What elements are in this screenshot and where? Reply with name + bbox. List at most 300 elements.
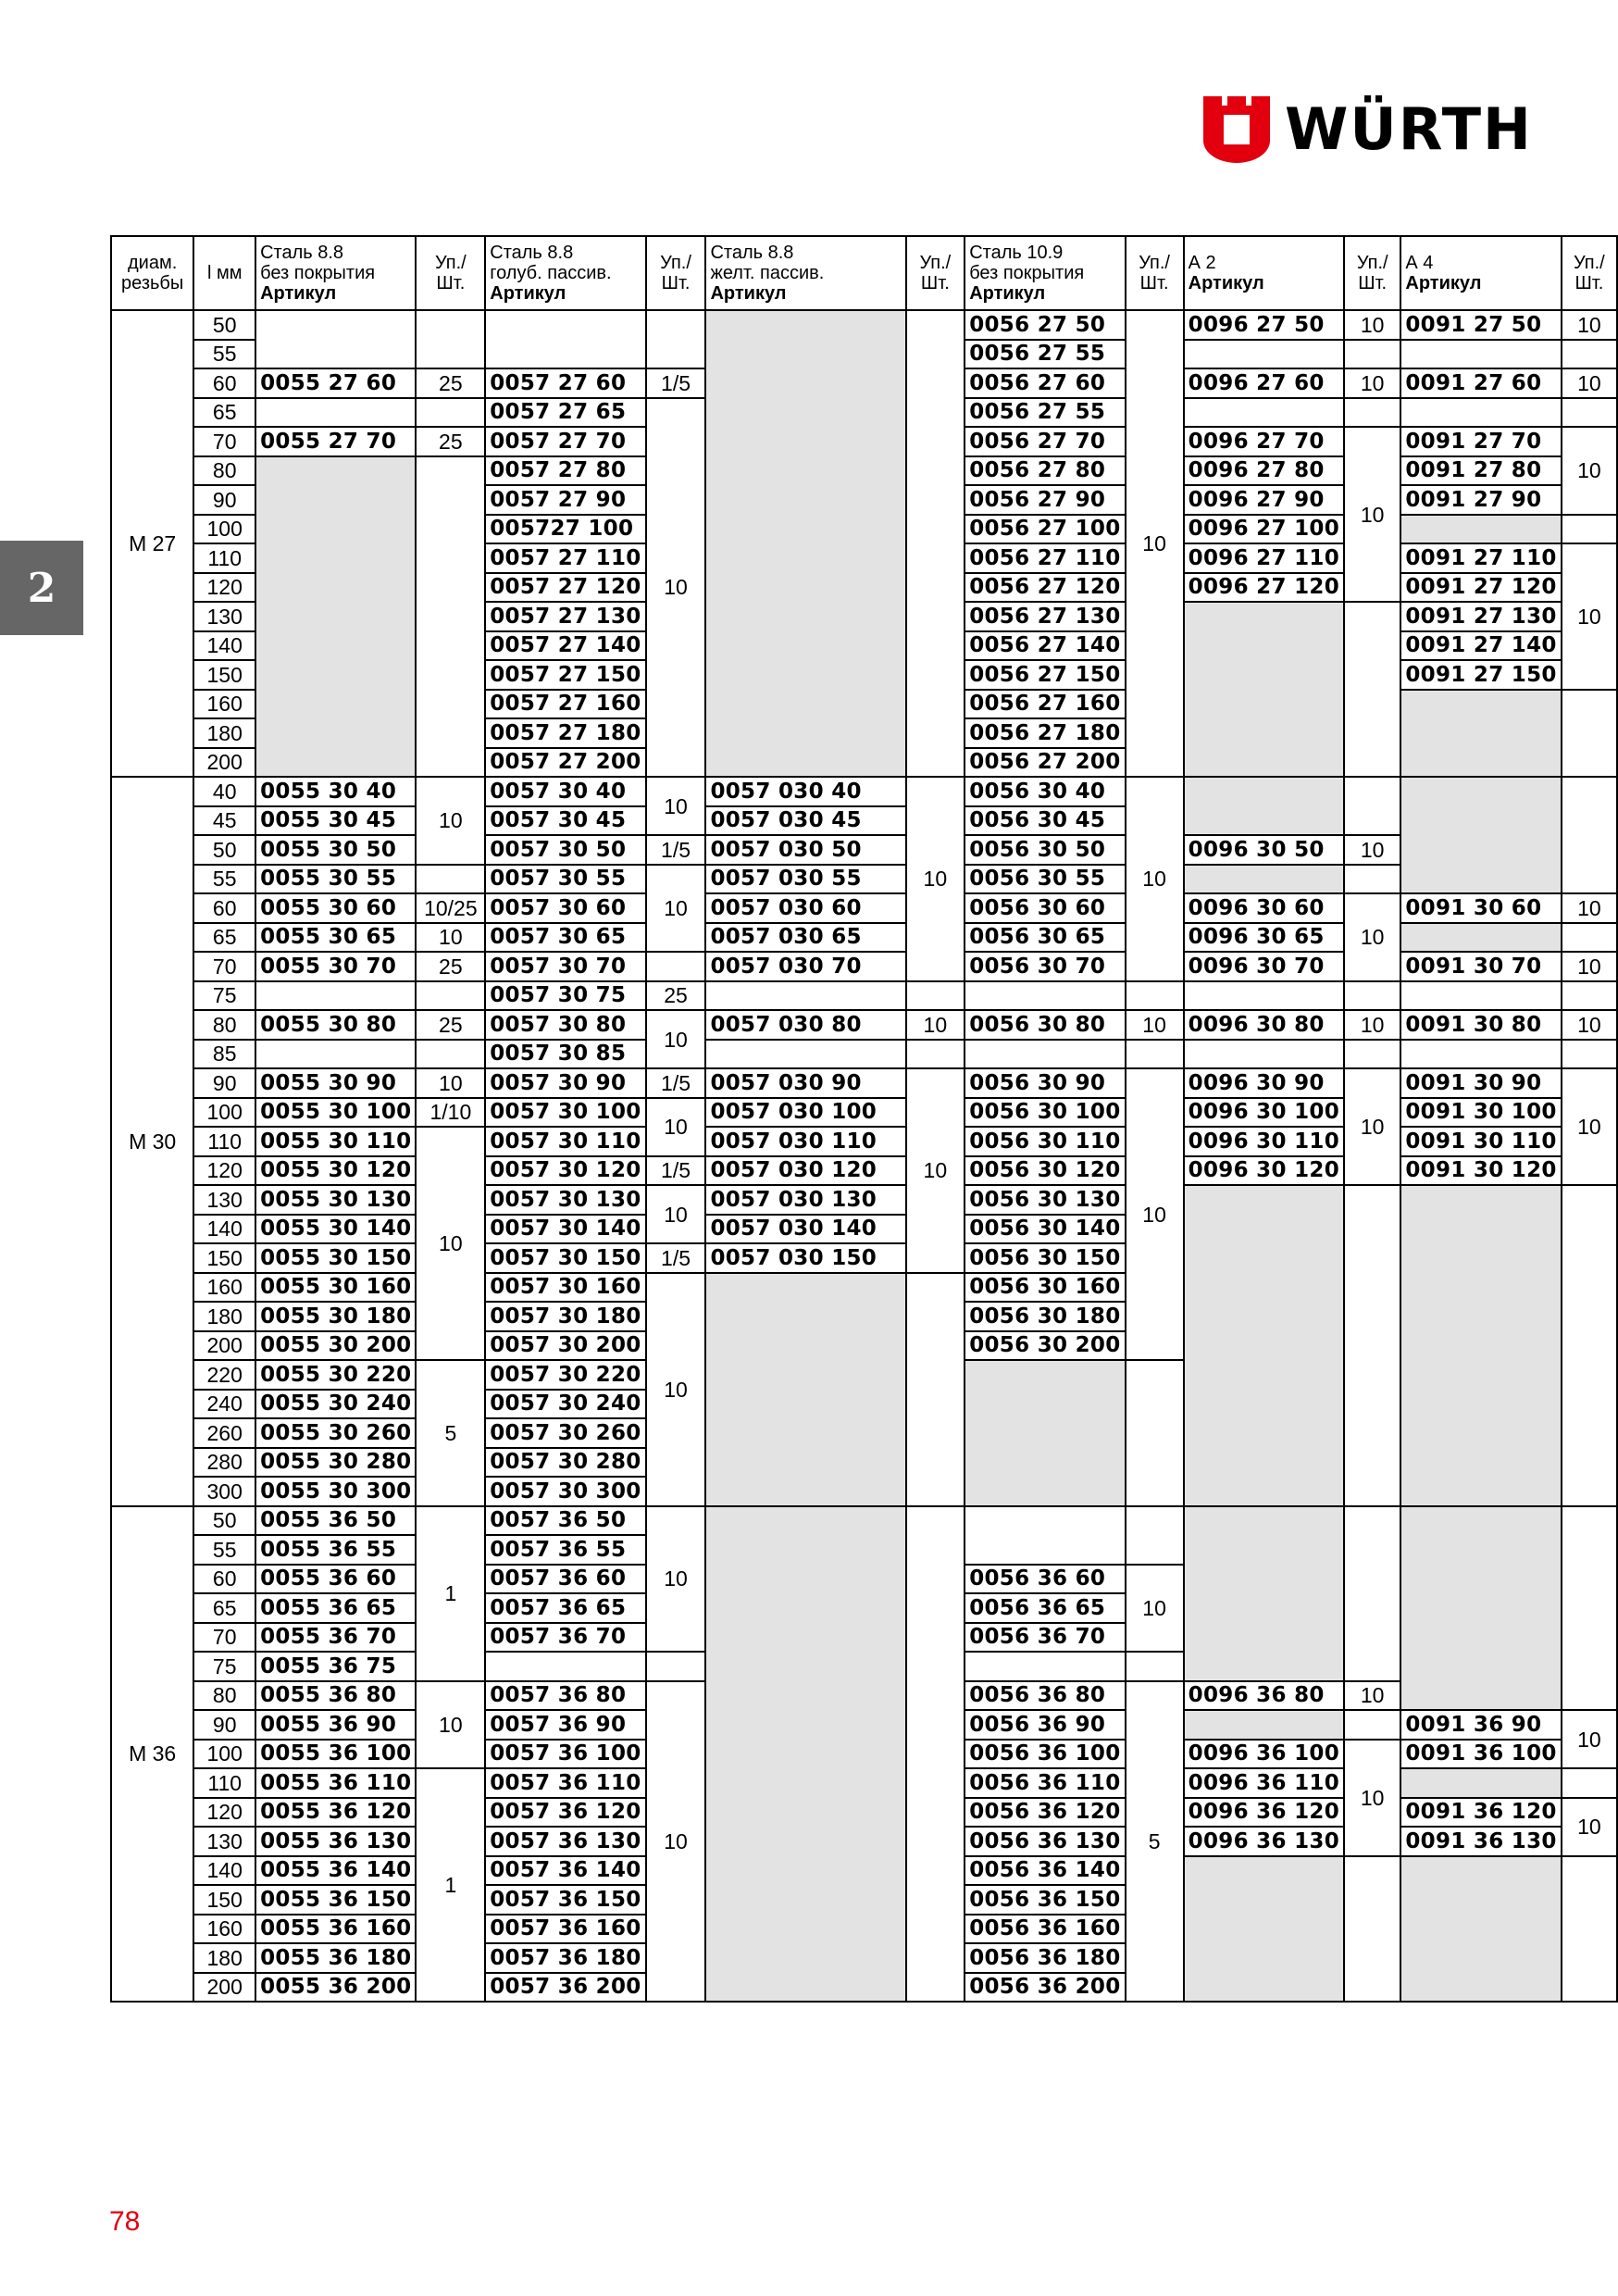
brand-name: WÜRTH — [1285, 95, 1533, 163]
pack-qty-cell: 10 — [906, 1068, 965, 1273]
article-cell: 0056 30 120 — [965, 1156, 1125, 1186]
article-cell: 0056 36 90 — [965, 1710, 1125, 1740]
pack-qty-cell — [1344, 340, 1400, 369]
article-cell: 0057 36 90 — [485, 1710, 645, 1740]
article-cell: 0091 36 90 — [1400, 1710, 1561, 1740]
pack-qty-cell — [1562, 690, 1617, 778]
pack-qty-cell — [1562, 398, 1617, 428]
pack-qty-cell: 10 — [1126, 1068, 1184, 1360]
article-cell: 0056 36 70 — [965, 1623, 1125, 1653]
pack-qty-cell — [646, 310, 706, 368]
length-cell: 70 — [193, 952, 255, 981]
length-cell: 140 — [193, 631, 255, 661]
length-cell: 45 — [193, 806, 255, 836]
article-cell: 0055 30 55 — [255, 865, 416, 894]
pack-qty-cell: 10 — [416, 923, 485, 953]
pack-qty-cell: 10/25 — [416, 893, 485, 923]
article-cell: 0057 30 280 — [485, 1448, 645, 1478]
article-cell: 0055 36 160 — [255, 1915, 416, 1944]
length-cell: 180 — [193, 718, 255, 748]
length-cell: 200 — [193, 748, 255, 778]
pack-qty-cell: 10 — [646, 398, 706, 778]
article-cell: 0057 36 55 — [485, 1535, 645, 1565]
pack-qty-cell: 10 — [1562, 952, 1617, 981]
article-cell: 0055 36 150 — [255, 1885, 416, 1915]
header-line: Артикул — [1405, 273, 1482, 293]
header-cell — [1184, 236, 1344, 310]
article-cell: 0055 30 200 — [255, 1331, 416, 1361]
pack-qty-cell — [1126, 1040, 1184, 1069]
article-cell — [1184, 1856, 1344, 2003]
article-cell: 0096 36 100 — [1184, 1740, 1344, 1769]
article-cell: 0055 30 160 — [255, 1273, 416, 1303]
article-cell: 0057 30 50 — [485, 835, 645, 865]
article-cell: 0056 27 160 — [965, 690, 1125, 719]
pack-qty-cell — [416, 1040, 485, 1069]
article-cell: 0057 36 100 — [485, 1740, 645, 1769]
length-cell: 55 — [193, 340, 255, 369]
length-cell: 110 — [193, 543, 255, 573]
length-cell: 140 — [193, 1856, 255, 1886]
article-cell: 0057 30 180 — [485, 1302, 645, 1331]
article-cell: 0056 30 65 — [965, 923, 1125, 953]
pack-qty-cell: 10 — [1562, 427, 1617, 515]
article-cell: 0055 30 180 — [255, 1302, 416, 1331]
pack-qty-cell — [1126, 1360, 1184, 1506]
article-cell: 0057 030 130 — [705, 1185, 905, 1215]
article-cell: 0091 30 60 — [1400, 893, 1561, 923]
table-header — [111, 236, 1617, 310]
article-cell — [1400, 1506, 1561, 1711]
article-cell: 0057 27 150 — [485, 660, 645, 690]
article-cell: 0056 27 130 — [965, 602, 1125, 631]
article-cell: 0091 27 60 — [1400, 368, 1561, 398]
article-cell: 0057 030 60 — [705, 893, 905, 923]
page-number: 78 — [109, 2206, 141, 2237]
article-cell — [705, 1273, 905, 1506]
article-cell: 0057 36 150 — [485, 1885, 645, 1915]
article-cell: 0057 030 80 — [705, 1010, 905, 1040]
article-cell: 0056 30 130 — [965, 1185, 1125, 1215]
pack-qty-cell — [1126, 1506, 1184, 1565]
pack-qty-cell — [1562, 1856, 1617, 2003]
article-cell — [965, 981, 1125, 1011]
article-cell: 0056 36 65 — [965, 1593, 1125, 1623]
article-cell: 0057 30 90 — [485, 1068, 645, 1098]
article-cell: 0055 36 120 — [255, 1798, 416, 1828]
header-line: Артикул — [969, 283, 1046, 304]
article-cell: 0096 30 70 — [1184, 952, 1344, 981]
header-line: желт. пассив. — [710, 263, 825, 283]
pack-qty-cell — [1344, 602, 1400, 777]
length-cell: 80 — [193, 1681, 255, 1711]
header-line: Артикул — [260, 283, 337, 304]
pack-qty-cell — [1562, 777, 1617, 893]
thread-diameter: M 30 — [111, 777, 193, 1506]
length-cell: 110 — [193, 1127, 255, 1156]
pack-qty-cell — [1344, 1506, 1400, 1681]
pack-qty-cell — [1562, 1040, 1617, 1069]
article-cell: 0056 36 60 — [965, 1565, 1125, 1594]
length-cell: 160 — [193, 690, 255, 719]
article-cell: 0056 36 80 — [965, 1681, 1125, 1711]
length-cell: 280 — [193, 1448, 255, 1478]
length-cell: 140 — [193, 1215, 255, 1244]
article-cell — [1184, 865, 1344, 894]
article-cell: 0055 36 50 — [255, 1506, 416, 1536]
article-cell — [1400, 515, 1561, 544]
pack-qty-cell: 10 — [1562, 368, 1617, 398]
article-cell — [1400, 398, 1561, 428]
article-cell: 0057 030 55 — [705, 865, 905, 894]
article-cell: 0057 030 65 — [705, 923, 905, 953]
pack-qty-cell: 10 — [646, 1273, 706, 1506]
article-cell: 0096 30 60 — [1184, 893, 1344, 923]
article-cell: 0096 27 90 — [1184, 485, 1344, 515]
length-cell: 100 — [193, 515, 255, 544]
article-cell: 0056 30 45 — [965, 806, 1125, 836]
article-cell: 0096 27 70 — [1184, 427, 1344, 456]
header-cell: диам. резьбы — [111, 236, 193, 310]
thread-diameter: M 27 — [111, 310, 193, 777]
article-cell: 0056 30 70 — [965, 952, 1125, 981]
header-line: Артикул — [1188, 273, 1264, 293]
article-cell: 0056 36 150 — [965, 1885, 1125, 1915]
article-cell: 0056 30 110 — [965, 1127, 1125, 1156]
article-cell: 0055 36 70 — [255, 1623, 416, 1653]
article-cell: 0056 27 55 — [965, 398, 1125, 428]
article-cell: 0055 36 90 — [255, 1710, 416, 1740]
pack-qty-cell: 25 — [416, 368, 485, 398]
table-row — [111, 1040, 1617, 1069]
pack-qty-cell: 10 — [1344, 427, 1400, 602]
header-line: без покрытия — [260, 263, 376, 283]
pack-qty-cell: 10 — [1126, 1565, 1184, 1653]
length-cell: 120 — [193, 573, 255, 603]
pack-qty-cell: 10 — [1562, 1710, 1617, 1768]
article-cell — [255, 398, 416, 428]
header-line: Артикул — [710, 283, 787, 304]
article-cell: 0055 36 100 — [255, 1740, 416, 1769]
article-cell: 0055 30 60 — [255, 893, 416, 923]
article-cell: 0056 30 160 — [965, 1273, 1125, 1303]
header-line: Сталь 10.9 — [969, 243, 1064, 263]
pack-qty-cell: 10 — [1126, 1010, 1184, 1040]
article-cell: 0096 27 60 — [1184, 368, 1344, 398]
length-cell: 130 — [193, 602, 255, 631]
article-cell: 0056 30 90 — [965, 1068, 1125, 1098]
article-cell — [1400, 1185, 1561, 1506]
pack-qty-cell — [416, 865, 485, 894]
article-cell: 0055 30 120 — [255, 1156, 416, 1186]
header-cell — [255, 236, 416, 310]
article-cell: 0057 27 80 — [485, 456, 645, 486]
article-cell: 0057 36 65 — [485, 1593, 645, 1623]
article-cell: 0055 30 220 — [255, 1360, 416, 1390]
length-cell: 80 — [193, 1010, 255, 1040]
pack-qty-cell — [1562, 1506, 1617, 1711]
article-cell — [255, 310, 416, 368]
length-cell: 120 — [193, 1798, 255, 1828]
article-cell: 0055 30 40 — [255, 777, 416, 806]
article-cell: 0056 30 40 — [965, 777, 1125, 806]
pack-qty-cell: 10 — [1562, 543, 1617, 690]
article-cell: 005727 100 — [485, 515, 645, 544]
length-cell: 160 — [193, 1273, 255, 1303]
article-cell — [1184, 981, 1344, 1011]
header-line: Сталь 8.8 — [710, 243, 794, 263]
article-cell: 0096 30 120 — [1184, 1156, 1344, 1186]
article-cell: 0057 36 60 — [485, 1565, 645, 1594]
pack-qty-cell — [1562, 1185, 1617, 1506]
pack-qty-cell: 25 — [416, 427, 485, 456]
length-cell: 200 — [193, 1331, 255, 1361]
article-cell — [965, 1040, 1125, 1069]
pack-qty-cell: 1/5 — [646, 835, 706, 865]
article-cell: 0055 30 150 — [255, 1243, 416, 1273]
article-cell: 0056 30 60 — [965, 893, 1125, 923]
header-cell: Уп./ Шт. — [1562, 236, 1617, 310]
article-cell: 0055 30 240 — [255, 1390, 416, 1419]
article-cell — [1400, 340, 1561, 369]
length-cell: 70 — [193, 1623, 255, 1653]
article-cell — [255, 981, 416, 1011]
article-cell: 0055 30 260 — [255, 1418, 416, 1448]
article-cell: 0055 36 140 — [255, 1856, 416, 1886]
article-cell: 0057 030 40 — [705, 777, 905, 806]
pack-qty-cell — [1344, 1040, 1400, 1069]
article-cell: 0056 30 140 — [965, 1215, 1125, 1244]
pack-qty-cell: 10 — [646, 1681, 706, 2003]
article-cell — [965, 1360, 1125, 1506]
pack-qty-cell: 10 — [1344, 835, 1400, 865]
article-cell: 0057 30 220 — [485, 1360, 645, 1390]
article-cell — [1400, 1856, 1561, 2003]
article-cell: 0057 36 110 — [485, 1768, 645, 1798]
pack-qty-cell: 10 — [1126, 310, 1184, 777]
article-cell: 0057 30 80 — [485, 1010, 645, 1040]
article-cell: 0056 30 80 — [965, 1010, 1125, 1040]
article-cell: 0057 27 140 — [485, 631, 645, 661]
pack-qty-cell — [906, 1040, 965, 1069]
length-cell: 60 — [193, 893, 255, 923]
article-cell: 0056 30 50 — [965, 835, 1125, 865]
article-cell: 0057 030 45 — [705, 806, 905, 836]
article-cell: 0056 27 70 — [965, 427, 1125, 456]
pack-qty-cell: 10 — [646, 777, 706, 835]
article-cell — [705, 1040, 905, 1069]
article-cell — [1400, 1768, 1561, 1798]
pack-qty-cell: 1 — [416, 1768, 485, 2002]
pack-qty-cell — [1562, 515, 1617, 544]
header-cell: Уп./ Шт. — [906, 236, 965, 310]
article-cell: 0057 36 130 — [485, 1827, 645, 1856]
article-cell: 0056 30 100 — [965, 1098, 1125, 1128]
article-cell — [1184, 602, 1344, 777]
article-cell: 0056 27 150 — [965, 660, 1125, 690]
length-cell: 65 — [193, 1593, 255, 1623]
article-cell: 0091 30 70 — [1400, 952, 1561, 981]
article-cell: 0096 36 80 — [1184, 1681, 1344, 1711]
article-cell: 0057 36 80 — [485, 1681, 645, 1711]
pack-qty-cell — [1344, 1185, 1400, 1506]
article-cell: 0096 30 90 — [1184, 1068, 1344, 1098]
length-cell: 180 — [193, 1302, 255, 1331]
article-cell: 0055 30 50 — [255, 835, 416, 865]
article-cell — [965, 1652, 1125, 1681]
article-cell: 0057 30 60 — [485, 893, 645, 923]
article-cell: 0057 30 65 — [485, 923, 645, 953]
article-cell: 0057 27 130 — [485, 602, 645, 631]
article-cell: 0055 36 75 — [255, 1652, 416, 1681]
header-cell — [705, 236, 905, 310]
article-cell: 0091 27 140 — [1400, 631, 1561, 661]
article-cell: 0096 36 110 — [1184, 1768, 1344, 1798]
length-cell: 90 — [193, 485, 255, 515]
length-cell: 260 — [193, 1418, 255, 1448]
article-cell: 0055 30 70 — [255, 952, 416, 981]
pack-qty-cell: 10 — [1344, 368, 1400, 398]
article-cell: 0056 36 160 — [965, 1915, 1125, 1944]
pack-qty-cell: 10 — [416, 1127, 485, 1360]
pack-qty-cell: 25 — [646, 981, 706, 1011]
article-cell: 0096 27 100 — [1184, 515, 1344, 544]
article-cell: 0055 30 65 — [255, 923, 416, 953]
article-cell: 0056 27 120 — [965, 573, 1125, 603]
header-cell — [965, 236, 1125, 310]
length-cell: 150 — [193, 1243, 255, 1273]
article-cell: 0055 36 80 — [255, 1681, 416, 1711]
article-cell: 0055 30 45 — [255, 806, 416, 836]
pack-qty-cell — [416, 310, 485, 368]
article-cell: 0056 36 130 — [965, 1827, 1125, 1856]
article-cell: 0055 30 300 — [255, 1477, 416, 1506]
table-row — [111, 1506, 1617, 1536]
pack-qty-cell: 5 — [416, 1360, 485, 1506]
pack-qty-cell: 25 — [416, 952, 485, 981]
article-cell — [1400, 1040, 1561, 1069]
length-cell: 50 — [193, 1506, 255, 1536]
pack-qty-cell: 10 — [646, 1098, 706, 1156]
article-cell: 0057 27 110 — [485, 543, 645, 573]
length-cell: 240 — [193, 1390, 255, 1419]
header-cell — [1400, 236, 1561, 310]
article-cell — [255, 1040, 416, 1069]
table-row — [111, 310, 1617, 340]
article-cell: 0057 27 200 — [485, 748, 645, 778]
length-cell: 60 — [193, 368, 255, 398]
pack-qty-cell: 10 — [1344, 1681, 1400, 1711]
article-cell: 0057 27 70 — [485, 427, 645, 456]
article-cell — [255, 456, 416, 778]
article-cell: 0057 36 50 — [485, 1506, 645, 1536]
article-cell: 0096 30 100 — [1184, 1098, 1344, 1128]
article-cell: 0056 27 100 — [965, 515, 1125, 544]
pack-qty-cell: 10 — [1344, 1010, 1400, 1040]
article-cell: 0057 30 55 — [485, 865, 645, 894]
article-cell: 0057 27 90 — [485, 485, 645, 515]
article-cell: 0056 30 180 — [965, 1302, 1125, 1331]
length-cell: 120 — [193, 1156, 255, 1186]
header-cell: Уп./ Шт. — [646, 236, 706, 310]
article-cell: 0057 30 260 — [485, 1418, 645, 1448]
header-line: голуб. пассив. — [490, 263, 612, 283]
pack-qty-cell: 1/5 — [646, 1243, 706, 1273]
pack-qty-cell — [1126, 981, 1184, 1011]
article-cell: 0057 30 150 — [485, 1243, 645, 1273]
article-cell: 0091 27 150 — [1400, 660, 1561, 690]
article-cell: 0057 030 70 — [705, 952, 905, 981]
pack-qty-cell — [1126, 1652, 1184, 1681]
article-cell: 0055 36 65 — [255, 1593, 416, 1623]
article-cell: 0055 36 200 — [255, 1973, 416, 2003]
length-cell: 50 — [193, 310, 255, 340]
article-cell: 0056 27 80 — [965, 456, 1125, 486]
article-cell: 0057 030 50 — [705, 835, 905, 865]
article-cell — [1400, 981, 1561, 1011]
length-cell: 65 — [193, 923, 255, 953]
article-cell — [1184, 1710, 1344, 1740]
pack-qty-cell: 10 — [416, 777, 485, 865]
article-cell: 0055 30 280 — [255, 1448, 416, 1478]
article-cell — [965, 1506, 1125, 1565]
pack-qty-cell: 10 — [906, 1010, 965, 1040]
pack-qty-cell: 1/5 — [646, 368, 706, 398]
table-row — [111, 1185, 1617, 1215]
pack-qty-cell — [1344, 398, 1400, 428]
article-cell: 0055 36 55 — [255, 1535, 416, 1565]
pack-qty-cell: 1/5 — [646, 1156, 706, 1186]
article-cell: 0056 36 100 — [965, 1740, 1125, 1769]
article-cell — [705, 310, 905, 777]
pack-qty-cell — [416, 398, 485, 428]
article-cell: 0056 36 120 — [965, 1798, 1125, 1828]
article-cell: 0055 30 80 — [255, 1010, 416, 1040]
pack-qty-cell: 10 — [1562, 1010, 1617, 1040]
length-cell: 220 — [193, 1360, 255, 1390]
pack-qty-cell — [906, 981, 965, 1011]
article-cell: 0057 030 150 — [705, 1243, 905, 1273]
article-cell: 0096 30 50 — [1184, 835, 1344, 865]
article-cell: 0057 30 40 — [485, 777, 645, 806]
pack-qty-cell: 10 — [1344, 1740, 1400, 1856]
article-cell: 0057 36 140 — [485, 1856, 645, 1886]
pack-qty-cell: 10 — [906, 777, 965, 981]
article-cell: 0091 30 100 — [1400, 1098, 1561, 1128]
article-cell: 0057 30 75 — [485, 981, 645, 1011]
article-cell: 0096 30 110 — [1184, 1127, 1344, 1156]
header-line: Сталь 8.8 — [260, 243, 344, 263]
pack-qty-cell — [1562, 340, 1617, 369]
article-cell: 0057 030 140 — [705, 1215, 905, 1244]
article-cell — [705, 1506, 905, 2003]
article-cell: 0096 36 130 — [1184, 1827, 1344, 1856]
pack-qty-cell: 10 — [1562, 310, 1617, 340]
length-cell: 55 — [193, 865, 255, 894]
header-cell: Уп./ Шт. — [1126, 236, 1184, 310]
article-cell: 0055 30 100 — [255, 1098, 416, 1128]
length-cell: 200 — [193, 1973, 255, 2003]
length-cell: 90 — [193, 1068, 255, 1098]
section-tab: 2 — [0, 541, 83, 635]
table-row — [111, 1068, 1617, 1098]
article-cell: 0056 27 140 — [965, 631, 1125, 661]
length-cell: 60 — [193, 1565, 255, 1594]
length-cell: 70 — [193, 427, 255, 456]
pack-qty-cell: 10 — [646, 865, 706, 953]
pack-qty-cell — [1344, 777, 1400, 835]
article-cell: 0057 36 200 — [485, 1973, 645, 2003]
